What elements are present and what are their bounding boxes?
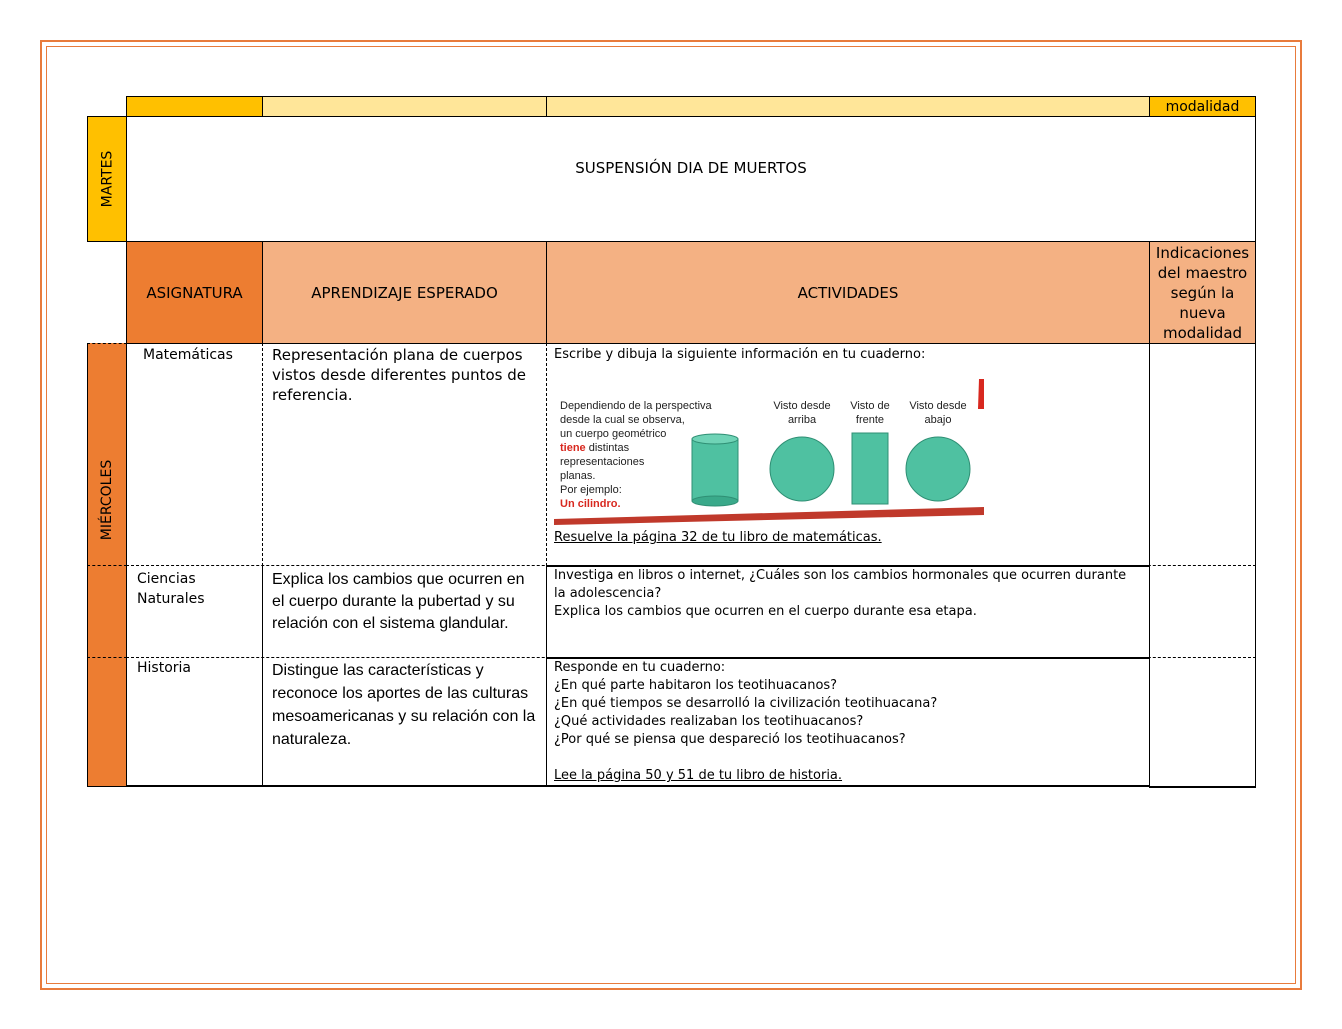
actividad-historia-line: ¿En qué tiempos se desarrolló la civilización teotihuacana? <box>554 696 938 711</box>
divider <box>87 657 127 658</box>
suspension-text: SUSPENSIÓN DIA DE MUERTOS <box>575 159 807 177</box>
figure-desc-line: representaciones <box>560 456 645 468</box>
col-header-actividades: ACTIVIDADES <box>546 241 1150 344</box>
link-historia[interactable]: Lee la página 50 y 51 de tu libro de historia. <box>554 768 843 783</box>
label-front-view-line1: Visto de <box>850 400 890 412</box>
figure-desc-text: distintas <box>585 442 630 454</box>
asignatura-matematicas: Matemáticas <box>126 343 263 566</box>
table-bottom-border <box>1149 786 1256 788</box>
figure-desc-line: desde la cual se observa, <box>560 414 685 426</box>
figure-desc-line: Por ejemplo: <box>560 484 622 496</box>
aprendizaje-ciencias: Explica los cambios que ocurren en el cuerpo durante la pubertad y su relación con el sistema glandular. <box>262 566 547 658</box>
aprendizaje-historia: Distingue las características y reconoce los aportes de las culturas mesoamericanas y su relación con la naturaleza. <box>262 658 547 787</box>
top-strip-cell-1 <box>126 96 263 117</box>
actividad-intro: Escribe y dibuja la siguiente información en tu cuaderno: <box>554 347 926 362</box>
label-bottom-view-line1: Visto desde <box>909 400 967 412</box>
circle-bottom-view-icon <box>906 437 970 501</box>
label-top-view <box>762 399 842 427</box>
label-bottom-view <box>898 399 978 427</box>
aprendizaje-matematicas: Representación plana de cuerpos vistos desde diferentes puntos de referencia. <box>262 343 547 566</box>
actividad-ciencias <box>546 567 1150 658</box>
divider <box>87 565 127 566</box>
actividad-historia-line: ¿Por qué se piensa que despareció los teotihuacanos? <box>554 732 906 747</box>
rectangle-front-view-icon <box>852 433 888 504</box>
modalidad-label: modalidad <box>1149 96 1256 117</box>
asignatura-ciencias: Ciencias Naturales <box>126 566 263 658</box>
col-header-indicaciones: Indicaciones del maestro según la nueva modalidad <box>1149 241 1256 344</box>
link-matematicas[interactable]: Resuelve la página 32 de tu libro de matemáticas. <box>554 530 882 545</box>
figure-desc-highlight: tiene <box>560 442 586 454</box>
label-top-view-line2: arriba <box>787 414 817 426</box>
figure-desc-line: Dependiendo de la perspectiva <box>560 400 712 412</box>
figure-desc-highlight: Un cilindro. <box>560 498 621 510</box>
actividad-ciencias-line2: Explica los cambios que ocurren en el cuerpo durante esa etapa. <box>554 604 977 619</box>
top-strip-cell-2 <box>262 96 547 117</box>
asignatura-historia: Historia <box>126 658 263 787</box>
martes-message <box>126 116 1256 242</box>
figure-edge-accent <box>978 379 984 409</box>
actividad-historia-line: ¿Qué actividades realizaban los teotihuacanos? <box>554 714 864 729</box>
actividad-historia-line: Responde en tu cuaderno: <box>554 660 726 675</box>
col-header-asignatura: ASIGNATURA <box>126 241 263 344</box>
figure-desc-line: un cuerpo geométrico <box>560 428 667 440</box>
cylinder-figure <box>554 379 984 525</box>
label-bottom-view-line2: abajo <box>924 414 952 426</box>
miercoles-text: MIÉRCOLES <box>99 459 116 541</box>
martes-text: MARTES <box>99 150 115 208</box>
figure-desc-line: planas. <box>560 470 596 482</box>
actividad-matematicas <box>546 343 1150 566</box>
circle-top-view-icon <box>770 437 834 501</box>
actividad-historia <box>546 659 1150 787</box>
label-top-view-line1: Visto desde <box>773 400 831 412</box>
label-front-view <box>838 399 902 427</box>
top-strip-cell-3 <box>546 96 1150 117</box>
actividad-historia-line: ¿En qué parte habitaron los teotihuacanos? <box>554 678 838 693</box>
figure-desc-line <box>560 441 730 455</box>
actividad-ciencias-line1: Investiga en libros o internet, ¿Cuáles son los cambios hormonales que ocurren durante la adolescencia? <box>554 568 1127 601</box>
label-front-view-line2: frente <box>855 414 885 426</box>
day-label-martes <box>87 116 127 242</box>
col-header-aprendizaje: APRENDIZAJE ESPERADO <box>262 241 547 344</box>
